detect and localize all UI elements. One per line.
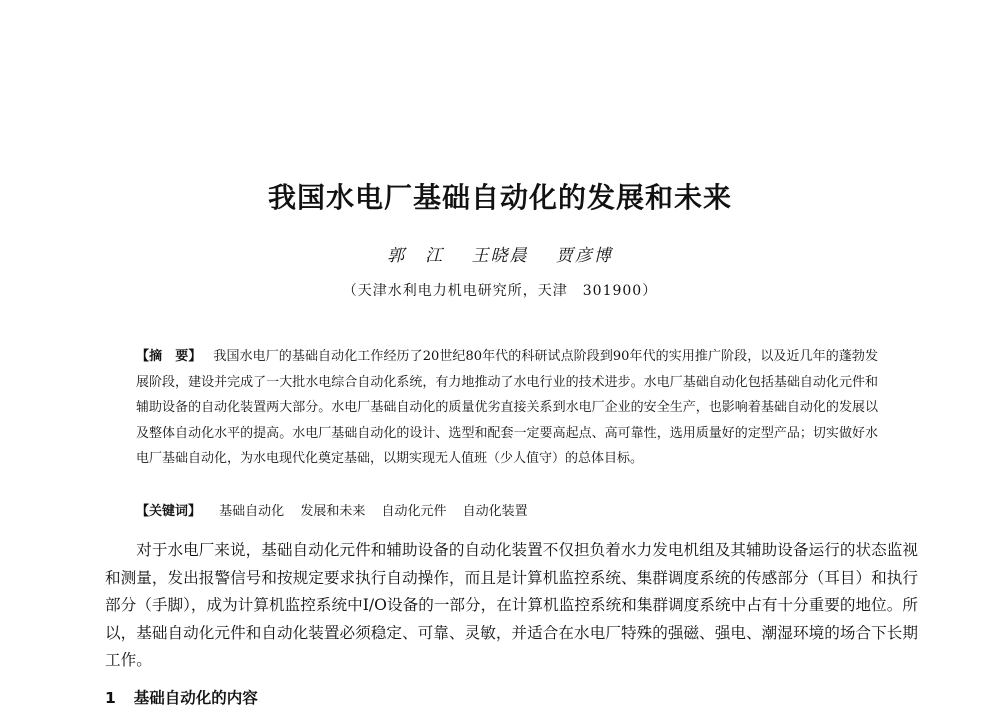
abstract-label: 【摘 要】 <box>136 349 202 364</box>
author-name: 王晓晨 <box>471 246 529 266</box>
author-list <box>0 241 1000 266</box>
keyword: 发展和未来 <box>300 504 366 519</box>
keyword: 自动化元件 <box>381 504 447 519</box>
keyword: 基础自动化 <box>219 504 285 519</box>
keyword: 自动化装置 <box>462 504 528 519</box>
author-name: 郭 江 <box>387 246 445 266</box>
keywords-block <box>136 500 878 519</box>
abstract-text: 我国水电厂的基础自动化工作经历了20世纪80年代的科研试点阶段到90年代的实用推广阶段，以及近几年的蓬勃发展阶段，建设并完成了一大批水电综合自动化系统，有力地推动了水电行业的技术进步。水电厂基础自动化包括基础自动化元件和辅助设备的自动化装置两大部分。水电厂基础自动化的质量优劣直接关系到水电厂企业的安全生产，也影响着基础自动化的发展以及整体自动化水平的提高。水电厂基础自动化的设计、选型和配套一定要高起点、高可靠性，选用质量好的定型产品；切实做好水电厂基础自动化，为水电现代化奠定基础，以期实现无人值班（少人值守）的总体目标。 <box>136 349 878 466</box>
author-affiliation: （天津水利电力机电研究所，天津 301900） <box>342 283 658 299</box>
keywords-label: 【关键词】 <box>136 504 202 519</box>
paper-title: 我国水电厂基础自动化的发展和未来 <box>267 181 732 214</box>
section-number: 1 <box>105 689 116 707</box>
abstract-block <box>136 344 878 472</box>
section-heading <box>105 686 258 708</box>
section-title: 基础自动化的内容 <box>133 689 258 707</box>
author-name: 贾彦博 <box>555 246 613 266</box>
body-paragraph: 对于水电厂来说，基础自动化元件和辅助设备的自动化装置不仅担负着水力发电机组及其辅助设备运行的状态监视和测量，发出报警信号和按规定要求执行自动操作，而且是计算机监控系统、集群调度系统的传感部分（耳目）和执行部分（手脚），成为计算机监控系统中I/O设备的一部分，在计算机监控系统和集群调度系统中占有十分重要的地位。所以，基础自动化元件和自动化装置必须稳定、可靠、灵敏，并适合在水电厂特殊的强磁、强电、潮湿环境的场合下长期工作。 <box>105 541 918 669</box>
